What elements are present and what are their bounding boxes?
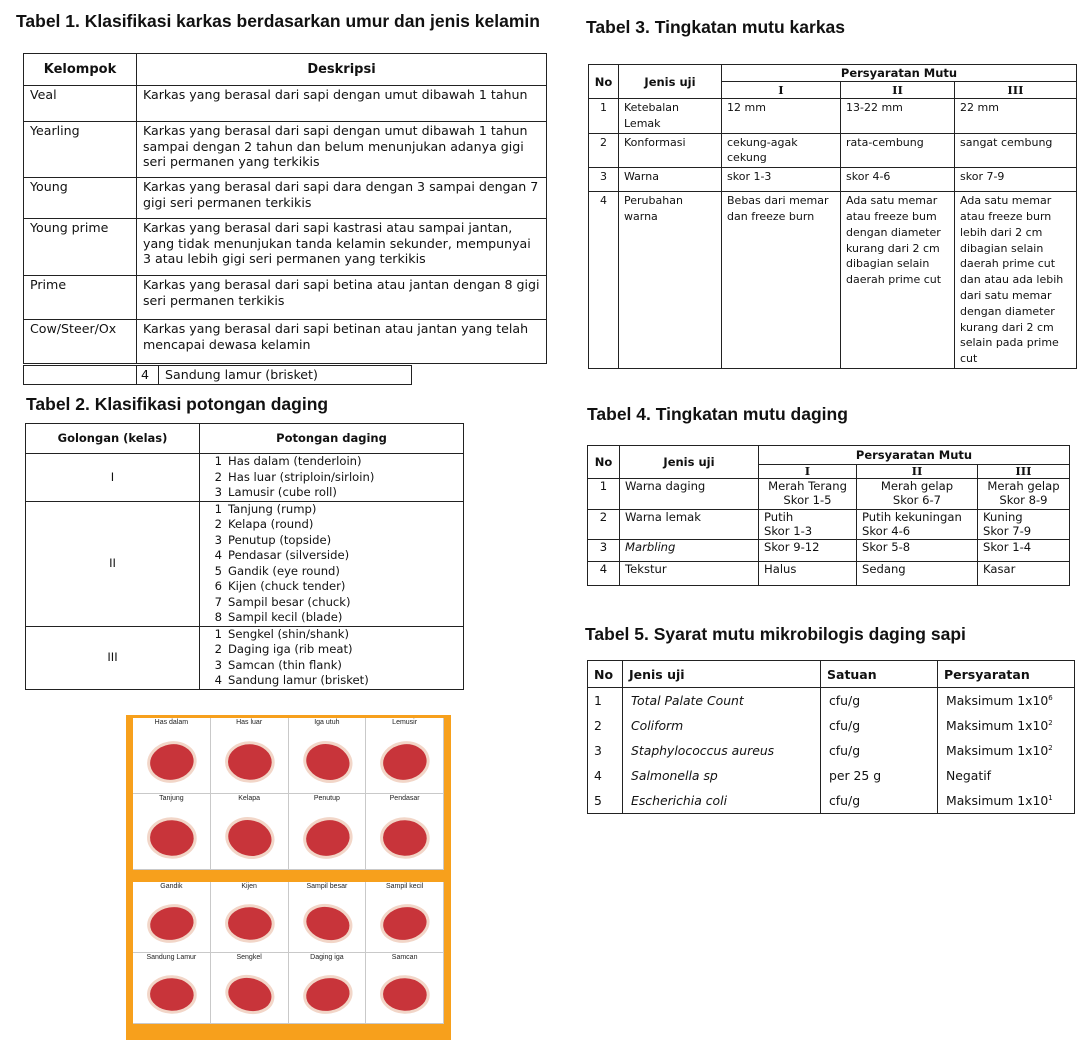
item-number: 2 bbox=[214, 642, 222, 656]
grade-ii-value: Skor 5-8 bbox=[857, 540, 978, 562]
meat-cut-label: Kijen bbox=[241, 883, 257, 890]
jenis-uji: Warna lemak bbox=[620, 510, 759, 540]
table-row bbox=[24, 86, 547, 122]
jenis-uji: Tekstur bbox=[620, 562, 759, 586]
table2-header-row bbox=[26, 424, 464, 454]
list-item bbox=[200, 642, 463, 658]
table4-header-persyaratan: Persyaratan Mutu bbox=[759, 446, 1070, 465]
meat-cut-cell bbox=[289, 953, 367, 1024]
meat-cut-shape bbox=[379, 739, 432, 785]
cut-name: Sengkel (shin/shank) bbox=[228, 626, 350, 641]
table2-title: Tabel 2. Klasifikasi potongan daging bbox=[26, 394, 329, 414]
table2-header-potongan: Potongan daging bbox=[200, 424, 464, 454]
meat-cut-label: Penutup bbox=[313, 795, 340, 802]
table3-header-persyaratan: Persyaratan Mutu bbox=[722, 65, 1077, 82]
table3-header-jenis: Jenis uji bbox=[619, 65, 722, 99]
grade-iii-value: Skor 1-4 bbox=[978, 540, 1070, 562]
meat-cuts-panel-top bbox=[133, 718, 444, 870]
table2-group-label: II bbox=[26, 501, 200, 626]
jenis-uji: Konformasi bbox=[619, 133, 722, 168]
jenis-uji: Total Palate Count bbox=[623, 688, 821, 714]
persyaratan bbox=[938, 738, 1075, 763]
table2-cut-list bbox=[200, 454, 464, 502]
grade-i-value: Bebas dari memar dan freeze burn bbox=[722, 192, 841, 369]
meat-cut-photo bbox=[366, 728, 444, 792]
meat-cut-label: Kelapa bbox=[238, 795, 261, 802]
meat-cut-cell bbox=[289, 882, 367, 953]
meat-cut-cell bbox=[211, 882, 289, 953]
grade-iii-value: skor 7-9 bbox=[955, 168, 1077, 192]
meat-cut-shape bbox=[381, 976, 429, 1013]
meat-cut-cell bbox=[289, 718, 367, 794]
satuan: cfu/g bbox=[821, 788, 938, 814]
table5 bbox=[587, 660, 1075, 814]
meat-cut-label: Iga utuh bbox=[314, 719, 340, 726]
grade-i-value: skor 1-3 bbox=[722, 168, 841, 192]
row-number: 4 bbox=[589, 192, 619, 369]
table-row bbox=[24, 276, 547, 320]
table-row bbox=[589, 168, 1077, 192]
item-number: 3 bbox=[214, 532, 222, 547]
grade-i-value bbox=[759, 510, 857, 540]
table3-header-row bbox=[589, 65, 1077, 82]
meat-cut-photo bbox=[289, 728, 367, 792]
row-number: 3 bbox=[589, 168, 619, 192]
meat-cut-shape bbox=[300, 738, 355, 787]
table-row bbox=[26, 454, 464, 502]
grade-ii-value: skor 4-6 bbox=[841, 168, 955, 192]
table1-kelompok: Cow/Steer/Ox bbox=[24, 320, 137, 364]
meat-cut-cell bbox=[289, 794, 367, 870]
row-number: 5 bbox=[588, 788, 623, 814]
value-line: Merah gelap bbox=[880, 479, 954, 493]
persyaratan-value: Maksimum 1x10 bbox=[946, 718, 1049, 733]
meat-cut-cell bbox=[211, 794, 289, 870]
jenis-uji: Warna bbox=[619, 168, 722, 192]
cut-name: Lamusir (cube roll) bbox=[228, 485, 337, 499]
grade-iii-value: Kasar bbox=[978, 562, 1070, 586]
list-item bbox=[200, 579, 463, 595]
cut-name: Has luar (striploin/sirloin) bbox=[228, 469, 375, 484]
table5-title: Tabel 5. Syarat mutu mikrobilogis daging sapi bbox=[585, 624, 966, 644]
table-row bbox=[24, 122, 547, 178]
meat-cut-label: Tanjung bbox=[159, 795, 184, 802]
value-line: Skor 8-9 bbox=[999, 492, 1048, 507]
grade-iii-value: sangat cembung bbox=[955, 133, 1077, 168]
table3 bbox=[588, 64, 1077, 369]
meat-cut-cell bbox=[211, 953, 289, 1024]
table1-header-row bbox=[24, 54, 547, 86]
table-row bbox=[588, 510, 1070, 540]
table1-kelompok: Young prime bbox=[24, 219, 137, 276]
table4-header-row bbox=[588, 446, 1070, 465]
table1-kelompok: Prime bbox=[24, 276, 137, 320]
cut-name: Sandung lamur (brisket) bbox=[228, 673, 369, 687]
table1-deskripsi: Karkas yang berasal dari sapi betina atau jantan dengan 8 gigi seri permanen terkikis bbox=[137, 276, 547, 320]
meat-cut-cell bbox=[366, 794, 444, 870]
table-row bbox=[24, 366, 412, 385]
meat-cut-label: Has dalam bbox=[154, 719, 189, 726]
exponent: 6 bbox=[1048, 693, 1053, 702]
jenis-uji: Ketebalan Lemak bbox=[619, 99, 722, 134]
meat-cut-shape bbox=[301, 973, 353, 1016]
grade-iii-value: Ada satu memar atau freeze burn lebih dari 2 cm dibagian selain daerah prime cut dan atau ada lebih dari satu memar dengan diameter kurang dari 2 cm selain pada prime cut bbox=[955, 192, 1077, 369]
row-number: 1 bbox=[589, 99, 619, 134]
exponent: 1 bbox=[1048, 793, 1053, 802]
item-number: 2 bbox=[214, 469, 222, 484]
meat-cut-photo bbox=[289, 892, 367, 951]
item-number: 6 bbox=[214, 579, 222, 593]
grade-i-value: Halus bbox=[759, 562, 857, 586]
table5-header-persyaratan: Persyaratan bbox=[938, 661, 1075, 688]
jenis-uji: Staphylococcus aureus bbox=[623, 738, 821, 763]
meat-cut-cell bbox=[211, 718, 289, 794]
grade-ii-value: 13-22 mm bbox=[841, 99, 955, 134]
cut-name: Gandik (eye round) bbox=[228, 563, 340, 578]
meat-cut-photo bbox=[211, 963, 289, 1022]
row-number: 2 bbox=[588, 510, 620, 540]
grade-i-value: 12 mm bbox=[722, 99, 841, 134]
satuan: cfu/g bbox=[821, 688, 938, 714]
list-item bbox=[200, 627, 463, 643]
list-item bbox=[200, 502, 463, 518]
satuan: cfu/g bbox=[821, 713, 938, 738]
meat-cut-shape bbox=[300, 901, 354, 947]
cut-name: Samcan (thin flank) bbox=[228, 657, 342, 672]
meat-cut-cell bbox=[366, 953, 444, 1024]
meat-cut-label: Sengkel bbox=[236, 954, 262, 961]
jenis-uji: Escherichia coli bbox=[623, 788, 821, 814]
item-number: 5 bbox=[214, 563, 222, 578]
list-item bbox=[200, 454, 463, 470]
table-row bbox=[588, 688, 1075, 714]
item-number: 8 bbox=[214, 610, 222, 624]
meat-cut-cell bbox=[133, 718, 211, 794]
meat-cut-label: Sampil besar bbox=[306, 883, 348, 890]
meat-cut-photo bbox=[211, 728, 289, 792]
table-row bbox=[588, 738, 1075, 763]
list-item bbox=[200, 610, 463, 626]
table1-deskripsi: Karkas yang berasal dari sapi betinan atau jantan yang telah mencapai dewasa kelamin bbox=[137, 320, 547, 364]
table2-group-label: III bbox=[26, 626, 200, 689]
meat-cut-photo bbox=[133, 892, 211, 951]
table-row bbox=[24, 219, 547, 276]
grade-ii-value bbox=[857, 510, 978, 540]
list-item bbox=[200, 485, 463, 501]
meat-cut-cell bbox=[133, 953, 211, 1024]
cut-name: Has dalam (tenderloin) bbox=[228, 454, 362, 468]
grade-ii-value: rata-cembung bbox=[841, 133, 955, 168]
table4-header-jenis: Jenis uji bbox=[620, 446, 759, 479]
table4-grade-i: I bbox=[759, 465, 857, 479]
table1-header-kelompok: Kelompok bbox=[24, 54, 137, 86]
meat-cut-photo bbox=[133, 804, 211, 868]
row-number: 4 bbox=[588, 763, 623, 788]
grade-i-value: cekung-agak cekung bbox=[722, 133, 841, 168]
meat-cut-photo bbox=[366, 892, 444, 951]
persyaratan-value: Maksimum 1x10 bbox=[946, 743, 1049, 758]
table1-stray-num: 4 bbox=[137, 366, 159, 385]
cut-name: Sampil besar (chuck) bbox=[228, 594, 351, 609]
persyaratan-value: Negatif bbox=[946, 768, 992, 783]
meat-cut-photo bbox=[366, 804, 444, 868]
row-number: 1 bbox=[588, 479, 620, 510]
grade-i-value bbox=[759, 479, 857, 510]
meat-cut-photo bbox=[289, 963, 367, 1022]
cut-name: Kijen (chuck tender) bbox=[228, 579, 346, 593]
table-row bbox=[588, 763, 1075, 788]
meat-cut-label: Sandung Lamur bbox=[146, 954, 197, 961]
table1-kelompok: Young bbox=[24, 178, 137, 219]
grade-iii-value bbox=[978, 510, 1070, 540]
table1-deskripsi: Karkas yang berasal dari sapi dara dengan 3 sampai dengan 7 gigi seri permanen terkikis bbox=[137, 178, 547, 219]
grade-i-value: Skor 9-12 bbox=[759, 540, 857, 562]
meat-cut-shape bbox=[226, 742, 274, 782]
meat-cut-cell bbox=[133, 794, 211, 870]
meat-cut-cell bbox=[366, 718, 444, 794]
table1-stray-row bbox=[23, 365, 412, 385]
table4 bbox=[587, 445, 1070, 586]
list-item bbox=[200, 533, 463, 549]
table5-header-no: No bbox=[588, 661, 623, 688]
meat-cut-shape bbox=[222, 814, 277, 863]
table5-header-satuan: Satuan bbox=[821, 661, 938, 688]
jenis-uji: Salmonella sp bbox=[623, 763, 821, 788]
table1-kelompok: Veal bbox=[24, 86, 137, 122]
meat-cut-label: Has luar bbox=[236, 719, 263, 726]
item-number: 3 bbox=[214, 657, 222, 672]
table2-cut-list bbox=[200, 626, 464, 689]
exponent: 2 bbox=[1048, 718, 1053, 727]
item-number: 4 bbox=[214, 548, 222, 562]
table1-deskripsi: Karkas yang berasal dari sapi dengan umut dibawah 1 tahun sampai dengan 2 tahun dan belum menunjukan adanya gigi seri permanen yang terkikis bbox=[137, 122, 547, 178]
meat-cut-photo bbox=[133, 728, 211, 792]
persyaratan bbox=[938, 763, 1075, 788]
table-row bbox=[24, 320, 547, 364]
value-line: Skor 4-6 bbox=[862, 523, 911, 538]
meat-cut-photo bbox=[211, 804, 289, 868]
grade-iii-value: 22 mm bbox=[955, 99, 1077, 134]
grade-ii-value: Ada satu memar atau freeze bum dengan diameter kurang dari 2 cm dibagian selain daerah prime cut bbox=[841, 192, 955, 369]
table-row bbox=[588, 540, 1070, 562]
persyaratan bbox=[938, 713, 1075, 738]
table-row bbox=[588, 713, 1075, 738]
value-line: Skor 6-7 bbox=[892, 492, 942, 507]
cut-name: Sampil kecil (blade) bbox=[228, 610, 343, 624]
jenis-uji: Coliform bbox=[623, 713, 821, 738]
item-number: 4 bbox=[214, 673, 222, 687]
jenis-uji: Warna daging bbox=[620, 479, 759, 510]
row-number: 4 bbox=[588, 562, 620, 586]
item-number: 3 bbox=[214, 485, 222, 499]
value-line: Skor 1-5 bbox=[783, 492, 832, 507]
list-item bbox=[200, 658, 463, 674]
value-line: Kuning bbox=[983, 510, 1023, 524]
table1-deskripsi: Karkas yang berasal dari sapi dengan umut dibawah 1 tahun bbox=[137, 86, 547, 122]
cut-name: Penutup (topside) bbox=[228, 532, 332, 547]
persyaratan-value: Maksimum 1x10 bbox=[946, 693, 1049, 708]
table5-header-jenis: Jenis uji bbox=[623, 661, 821, 688]
table-row bbox=[589, 133, 1077, 168]
table5-header-row bbox=[588, 661, 1075, 688]
table3-grade-i: I bbox=[722, 82, 841, 99]
table-row bbox=[588, 562, 1070, 586]
item-number: 1 bbox=[214, 454, 222, 468]
row-number: 1 bbox=[588, 688, 623, 714]
meat-cut-label: Lemusir bbox=[392, 719, 418, 726]
table3-grade-ii: II bbox=[841, 82, 955, 99]
table-row bbox=[589, 99, 1077, 134]
table1-stray-text: Sandung lamur (brisket) bbox=[159, 366, 412, 385]
grade-ii-value: Sedang bbox=[857, 562, 978, 586]
table1-kelompok: Yearling bbox=[24, 122, 137, 178]
satuan: per 25 g bbox=[821, 763, 938, 788]
item-number: 7 bbox=[214, 594, 222, 609]
table3-header-no: No bbox=[589, 65, 619, 99]
grade-iii-value bbox=[978, 479, 1070, 510]
table-row bbox=[26, 501, 464, 626]
meat-cut-photo bbox=[211, 892, 289, 951]
meat-cut-label: Daging iga bbox=[310, 954, 344, 961]
table1 bbox=[23, 53, 547, 364]
list-item bbox=[200, 548, 463, 564]
table2-cut-list bbox=[200, 501, 464, 626]
meat-cut-shape bbox=[148, 818, 196, 858]
table-row bbox=[588, 479, 1070, 510]
persyaratan bbox=[938, 688, 1075, 714]
table4-grade-iii: III bbox=[978, 465, 1070, 479]
row-number: 3 bbox=[588, 738, 623, 763]
cut-name: Pendasar (silverside) bbox=[228, 548, 350, 562]
list-item bbox=[200, 517, 463, 533]
meat-cut-shape bbox=[226, 905, 274, 942]
list-item bbox=[200, 564, 463, 580]
value-line: Putih kekuningan bbox=[862, 510, 962, 524]
meat-cut-shape bbox=[223, 972, 277, 1018]
table4-header-no: No bbox=[588, 446, 620, 479]
meat-cuts-picture bbox=[126, 715, 451, 1040]
value-line: Putih bbox=[764, 510, 794, 524]
table-row bbox=[589, 192, 1077, 369]
row-number: 2 bbox=[588, 713, 623, 738]
value-line: Merah Terang bbox=[768, 479, 847, 493]
meat-cut-shape bbox=[301, 815, 354, 861]
meat-cut-cell bbox=[366, 882, 444, 953]
table-row bbox=[588, 788, 1075, 814]
jenis-uji: Marbling bbox=[620, 540, 759, 562]
value-line: Merah gelap bbox=[987, 479, 1060, 493]
meat-cut-label: Pendasar bbox=[389, 795, 420, 802]
table4-title: Tabel 4. Tingkatan mutu daging bbox=[587, 404, 848, 424]
meat-cut-label: Sampil kecil bbox=[385, 883, 424, 890]
satuan: cfu/g bbox=[821, 738, 938, 763]
item-number: 1 bbox=[214, 501, 222, 516]
table2-header-golongan: Golongan (kelas) bbox=[26, 424, 200, 454]
table1-title: Tabel 1. Klasifikasi karkas berdasarkan umur dan jenis kelamin bbox=[16, 11, 540, 31]
meat-cut-shape bbox=[146, 739, 199, 785]
grade-ii-value bbox=[857, 479, 978, 510]
table1-header-deskripsi: Deskripsi bbox=[137, 54, 547, 86]
meat-cut-shape bbox=[146, 902, 198, 945]
table3-grade-iii: III bbox=[955, 82, 1077, 99]
table1-stray-empty bbox=[24, 366, 137, 385]
table2 bbox=[25, 423, 464, 690]
meat-cut-cell bbox=[133, 882, 211, 953]
list-item bbox=[200, 673, 463, 689]
row-number: 3 bbox=[588, 540, 620, 562]
row-number: 2 bbox=[589, 133, 619, 168]
meat-cut-photo bbox=[366, 963, 444, 1022]
meat-cut-shape bbox=[148, 976, 196, 1013]
table3-title: Tabel 3. Tingkatan mutu karkas bbox=[586, 17, 846, 37]
table-row bbox=[24, 178, 547, 219]
cut-name: Tanjung (rump) bbox=[228, 501, 317, 516]
table-row bbox=[26, 626, 464, 689]
meat-cuts-panel-bottom bbox=[133, 882, 444, 1024]
jenis-uji: Perubahan warna bbox=[619, 192, 722, 369]
value-line: Skor 1-3 bbox=[764, 523, 813, 538]
meat-cut-label: Gandik bbox=[160, 883, 183, 890]
persyaratan bbox=[938, 788, 1075, 814]
meat-cut-photo bbox=[289, 804, 367, 868]
table1-deskripsi: Karkas yang berasal dari sapi kastrasi atau sampai jantan, yang tidak menunjukan tanda kelamin sekunder, mempunyai 3 atau lebih gigi seri permanen yang terkikis bbox=[137, 219, 547, 276]
value-line: Skor 7-9 bbox=[983, 523, 1032, 538]
persyaratan-value: Maksimum 1x10 bbox=[946, 793, 1049, 808]
item-number: 2 bbox=[214, 517, 222, 531]
meat-cut-photo bbox=[133, 963, 211, 1022]
cut-name: Daging iga (rib meat) bbox=[228, 642, 353, 656]
list-item bbox=[200, 470, 463, 486]
meat-cut-shape bbox=[379, 902, 431, 945]
exponent: 2 bbox=[1048, 743, 1053, 752]
list-item bbox=[200, 595, 463, 611]
meat-cut-shape bbox=[381, 818, 429, 858]
meat-cut-label: Samcan bbox=[391, 954, 418, 961]
table2-group-label: I bbox=[26, 454, 200, 502]
cut-name: Kelapa (round) bbox=[228, 517, 314, 531]
table4-grade-ii: II bbox=[857, 465, 978, 479]
item-number: 1 bbox=[214, 626, 222, 641]
